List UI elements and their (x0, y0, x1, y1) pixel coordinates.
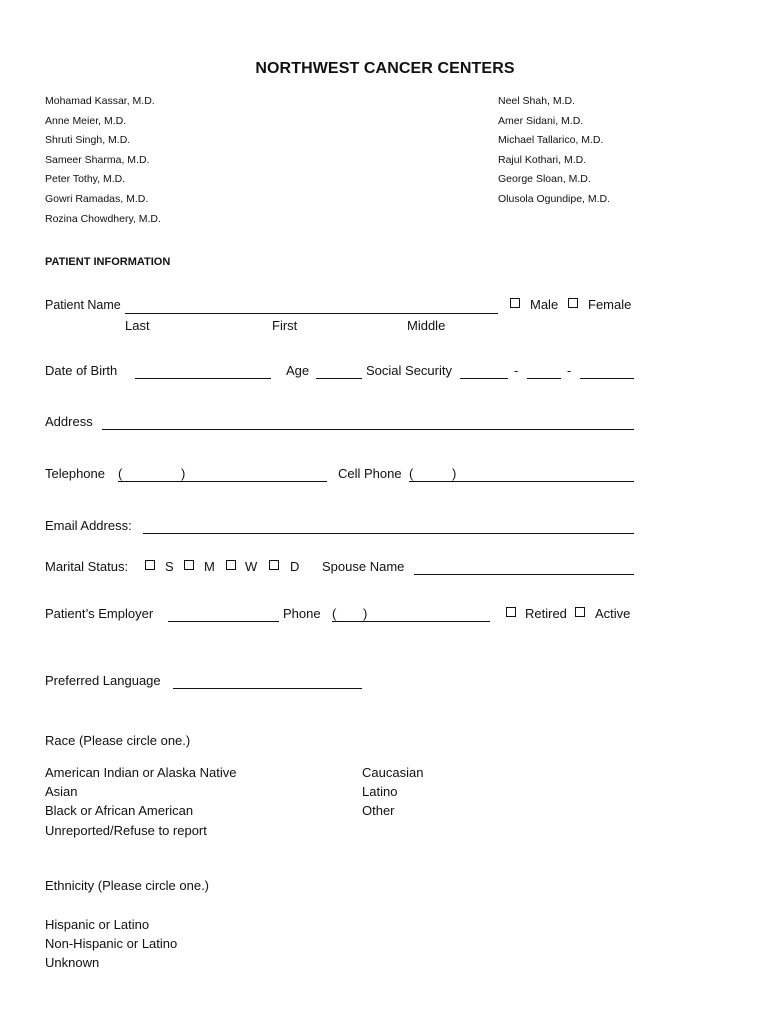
email-field[interactable] (143, 533, 634, 534)
ssn-dash: - (567, 363, 572, 378)
ethnicity-options (45, 915, 177, 973)
age-field[interactable] (316, 378, 362, 379)
physician-list-right (498, 92, 610, 210)
female-checkbox[interactable] (568, 298, 578, 308)
ssn-part2-field[interactable] (527, 378, 561, 379)
physician-name: Neel Shah, M.D. (498, 95, 576, 107)
name-last-caption: Last (125, 318, 150, 333)
race-option[interactable]: Latino (362, 784, 398, 800)
physician-list-left (45, 92, 161, 229)
retired-label: Retired (525, 606, 567, 621)
marital-divorced-checkbox[interactable] (269, 560, 279, 570)
race-options-left (45, 763, 236, 840)
address-field[interactable] (102, 429, 634, 430)
telephone-field[interactable] (118, 481, 327, 482)
ssn-dash: - (514, 363, 519, 378)
race-option[interactable]: Caucasian (362, 765, 424, 780)
cell-paren-open: ( (409, 466, 414, 481)
physician-name: Rajul Kothari, M.D. (498, 153, 587, 166)
marital-status-label: Marital Status: (45, 559, 129, 574)
physician-name: Peter Tothy, M.D. (45, 173, 126, 186)
physician-name: Amer Sidani, M.D. (498, 114, 584, 127)
ssn-part3-field[interactable] (580, 378, 634, 379)
active-checkbox[interactable] (575, 607, 585, 617)
patient-name-field[interactable] (125, 313, 498, 314)
telephone-label: Telephone (45, 466, 105, 481)
employer-phone-paren-close: ) (363, 606, 368, 621)
physician-name: Anne Meier, M.D. (45, 114, 127, 127)
employer-phone-field[interactable] (332, 621, 490, 622)
employer-field[interactable] (168, 621, 279, 622)
marital-married-label: M (204, 559, 215, 574)
ethnicity-heading: Ethnicity (Please circle one.) (45, 878, 210, 893)
marital-widowed-label: W (245, 559, 258, 574)
preferred-language-label: Preferred Language (45, 673, 161, 688)
cell-paren-close: ) (452, 466, 457, 481)
physician-name: Sameer Sharma, M.D. (45, 153, 150, 166)
physician-name: George Sloan, M.D. (498, 173, 591, 186)
section-heading-patient-information: PATIENT INFORMATION (45, 256, 171, 268)
ssn-part1-field[interactable] (460, 378, 508, 379)
employer-phone-label: Phone (283, 606, 321, 621)
ethnicity-option[interactable]: Non-Hispanic or Latino (45, 936, 178, 952)
employer-phone-paren-open: ( (332, 606, 337, 621)
female-label: Female (588, 297, 632, 312)
physician-name: Shruti Singh, M.D. (45, 134, 131, 147)
race-heading: Race (Please circle one.) (45, 733, 191, 748)
age-label: Age (286, 363, 310, 378)
race-option[interactable]: Other (362, 803, 395, 819)
ssn-label: Social Security (366, 363, 452, 378)
telephone-paren-close: ) (181, 466, 186, 481)
marital-widowed-checkbox[interactable] (226, 560, 236, 570)
marital-divorced-label: D (290, 559, 300, 574)
patient-name-label: Patient Name (45, 298, 121, 312)
ethnicity-option[interactable]: Unknown (45, 955, 100, 971)
marital-single-checkbox[interactable] (145, 560, 155, 570)
physician-name: Olusola Ogundipe, M.D. (498, 192, 611, 205)
address-label: Address (45, 414, 93, 429)
employer-label: Patient’s Employer (45, 606, 154, 621)
active-label: Active (595, 606, 631, 621)
race-option[interactable]: Asian (45, 784, 78, 800)
male-label: Male (530, 297, 559, 312)
cell-phone-field[interactable] (409, 481, 634, 482)
telephone-paren-open: ( (118, 466, 123, 481)
spouse-name-label: Spouse Name (322, 559, 405, 574)
email-label: Email Address: (45, 518, 132, 533)
physician-name: Rozina Chowdhery, M.D. (45, 212, 161, 225)
race-options-right (362, 763, 423, 821)
race-option[interactable]: Black or African American (45, 803, 194, 819)
cell-phone-label: Cell Phone (338, 466, 402, 481)
name-first-caption: First (272, 318, 298, 333)
spouse-name-field[interactable] (414, 574, 634, 575)
name-middle-caption: Middle (407, 318, 446, 333)
dob-label: Date of Birth (45, 363, 118, 378)
ethnicity-option[interactable]: Hispanic or Latino (45, 917, 150, 932)
physician-name: Gowri Ramadas, M.D. (45, 192, 149, 205)
page-title: NORTHWEST CANCER CENTERS (255, 60, 515, 77)
marital-single-label: S (165, 559, 174, 574)
physician-name: Mohamad Kassar, M.D. (45, 95, 155, 107)
race-option[interactable]: Unreported/Refuse to report (45, 822, 207, 838)
race-option[interactable]: American Indian or Alaska Native (45, 765, 237, 780)
marital-married-checkbox[interactable] (184, 560, 194, 570)
male-checkbox[interactable] (510, 298, 520, 308)
preferred-language-field[interactable] (173, 688, 362, 689)
retired-checkbox[interactable] (506, 607, 516, 617)
dob-field[interactable] (135, 378, 271, 379)
physician-name: Michael Tallarico, M.D. (498, 134, 604, 147)
